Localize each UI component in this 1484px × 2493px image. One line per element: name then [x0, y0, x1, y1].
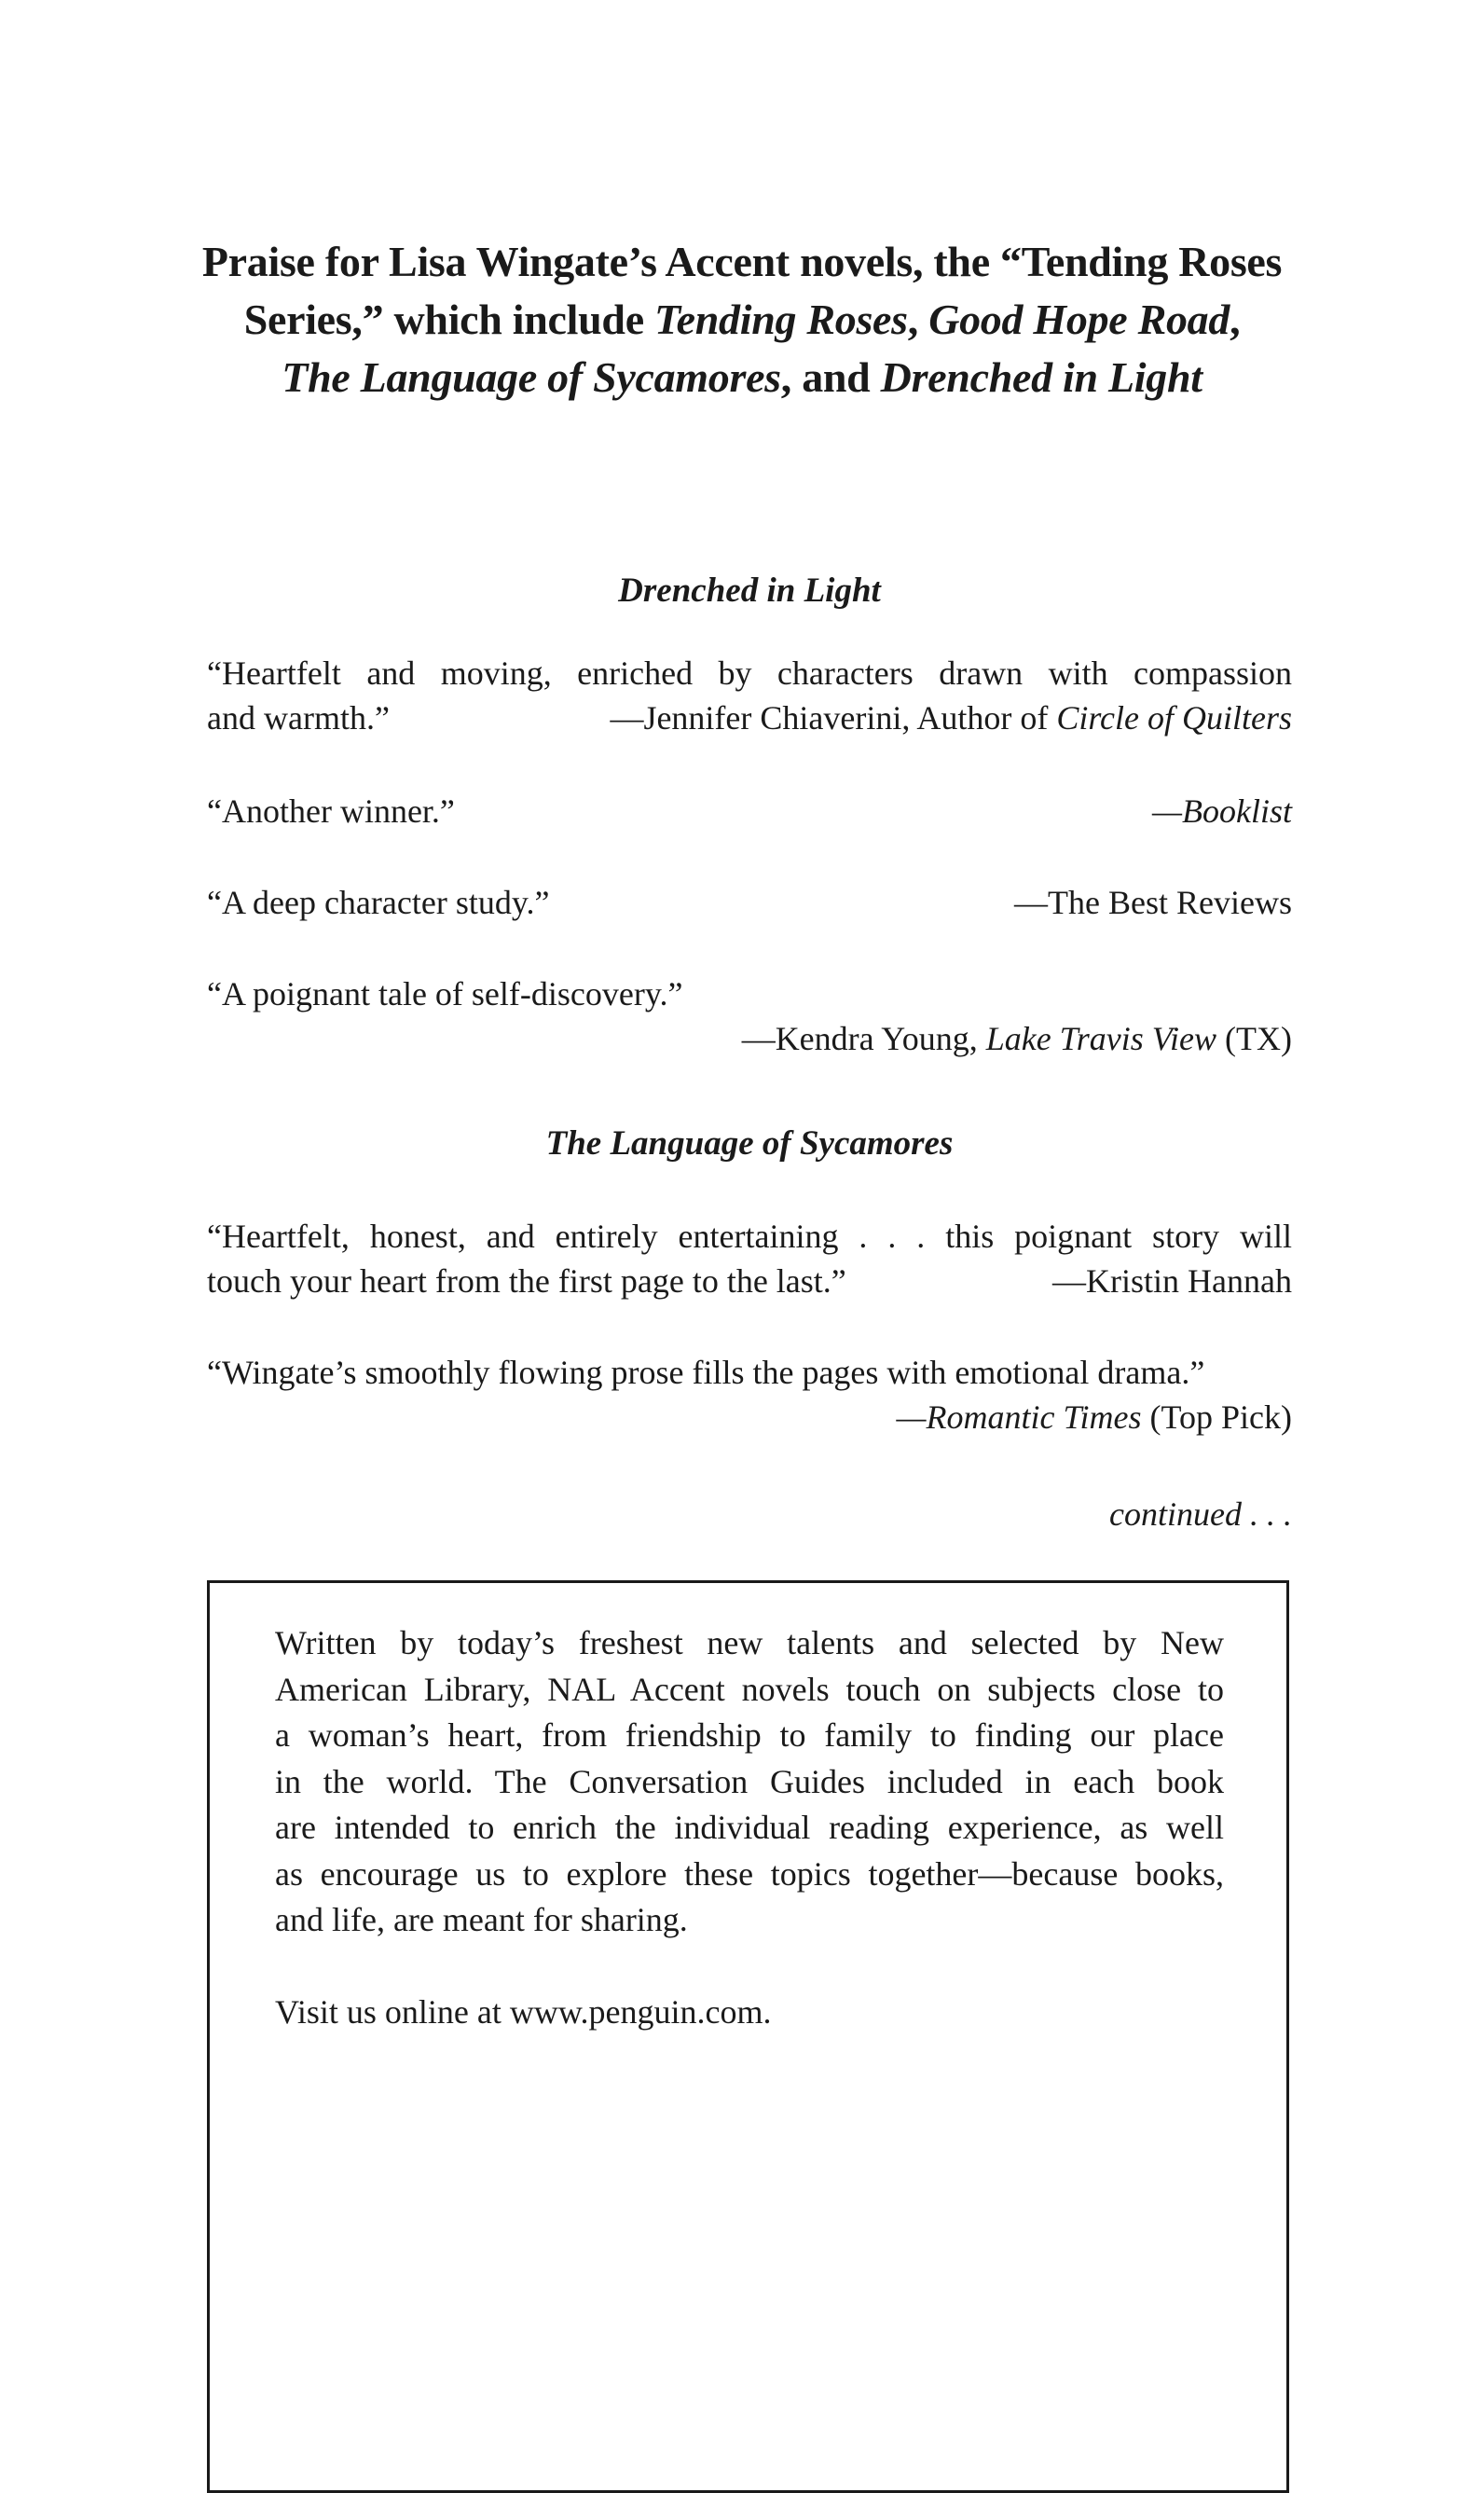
quote-attribution: [610, 696, 1292, 740]
quote-attribution: —Kristin Hannah: [1052, 1262, 1292, 1300]
quote-chiaverini: [207, 651, 1292, 740]
continued-note: [207, 1492, 1292, 1536]
box-line: as encourage us to explore these topics together—because books,: [275, 1854, 1224, 1893]
attribution-italic: Circle of Quilters: [1056, 699, 1292, 737]
quote-romantic-times: [207, 1350, 1292, 1439]
book-title-good-hope-road: Good Hope Road: [928, 296, 1230, 343]
title-line-3: [186, 349, 1298, 406]
quote-text: touch your heart from the first page to the last.”: [207, 1262, 846, 1300]
title-line-2: [186, 291, 1298, 349]
title-text: ,: [907, 296, 929, 343]
box-paragraph: [275, 1620, 1224, 2035]
quote-attribution: —Booklist: [1152, 792, 1292, 830]
page-title: [186, 233, 1298, 406]
quote-line: [207, 696, 1292, 740]
quote-text: and warmth.”: [207, 699, 390, 737]
attribution-italic: Lake Travis View: [985, 1020, 1217, 1057]
box-line: and life, are meant for sharing.: [275, 1901, 688, 1938]
quote-text: “Wingate’s smoothly flowing prose fills the pages with emotional drama.”: [207, 1354, 1205, 1391]
book-title-language-of-sycamores: The Language of Sycamores: [282, 353, 781, 401]
title-text: Series,” which include: [243, 296, 655, 343]
nal-accent-box: [207, 1580, 1289, 2493]
box-line: Written by today’s freshest new talents and selected by New: [275, 1624, 1224, 1661]
book-title-drenched-in-light: Drenched in Light: [880, 353, 1202, 401]
quote-line: [207, 1259, 1292, 1303]
quote-booklist: [207, 789, 1292, 833]
quote-kristin-hannah: [207, 1214, 1292, 1303]
section-heading-language-of-sycamores: The Language of Sycamores: [545, 1124, 954, 1163]
quote-best-reviews: [207, 880, 1292, 925]
quote-text: “A deep character study.”: [207, 884, 550, 921]
box-line: a woman’s heart, from friendship to family to finding our place: [275, 1716, 1224, 1754]
box-line: in the world. The Conversation Guides included in each book: [275, 1762, 1224, 1800]
section-heading-drenched-in-light: Drenched in Light: [618, 572, 881, 610]
visit-line: Visit us online at www.penguin.com.: [275, 1992, 772, 2031]
book-title-tending-roses: Tending Roses: [654, 296, 908, 343]
quote-attribution: [207, 1016, 1292, 1061]
quote-attribution: —The Best Reviews: [1014, 884, 1292, 921]
attribution-text: —Jennifer Chiaverini, Author of: [610, 699, 1057, 737]
quote-kendra-young: [207, 971, 1292, 1061]
quote-text: “Heartfelt and moving, enriched by characters drawn with compassion: [207, 654, 1292, 692]
quote-text: “Heartfelt, honest, and entirely entertaining . . . this poignant story will: [207, 1218, 1292, 1255]
title-text: ,: [1230, 296, 1241, 343]
title-text: , and: [780, 353, 881, 401]
title-line-1: Praise for Lisa Wingate’s Accent novels, the “Tending Roses: [201, 238, 1283, 285]
continued-text: continued . . .: [1109, 1495, 1292, 1533]
attribution-text: (TX): [1216, 1020, 1292, 1057]
box-line: American Library, NAL Accent novels touch on subjects close to: [275, 1670, 1224, 1708]
attribution-text: (Top Pick): [1141, 1398, 1292, 1436]
quote-text: “Another winner.”: [207, 792, 455, 830]
quote-attribution: [207, 1395, 1292, 1439]
box-line: are intended to enrich the individual reading experience, as well: [275, 1809, 1224, 1846]
attribution-text: —Kendra Young,: [741, 1020, 986, 1057]
quote-text: “A poignant tale of self-discovery.”: [207, 975, 683, 1012]
attribution-italic: —Romantic Times: [896, 1398, 1142, 1436]
